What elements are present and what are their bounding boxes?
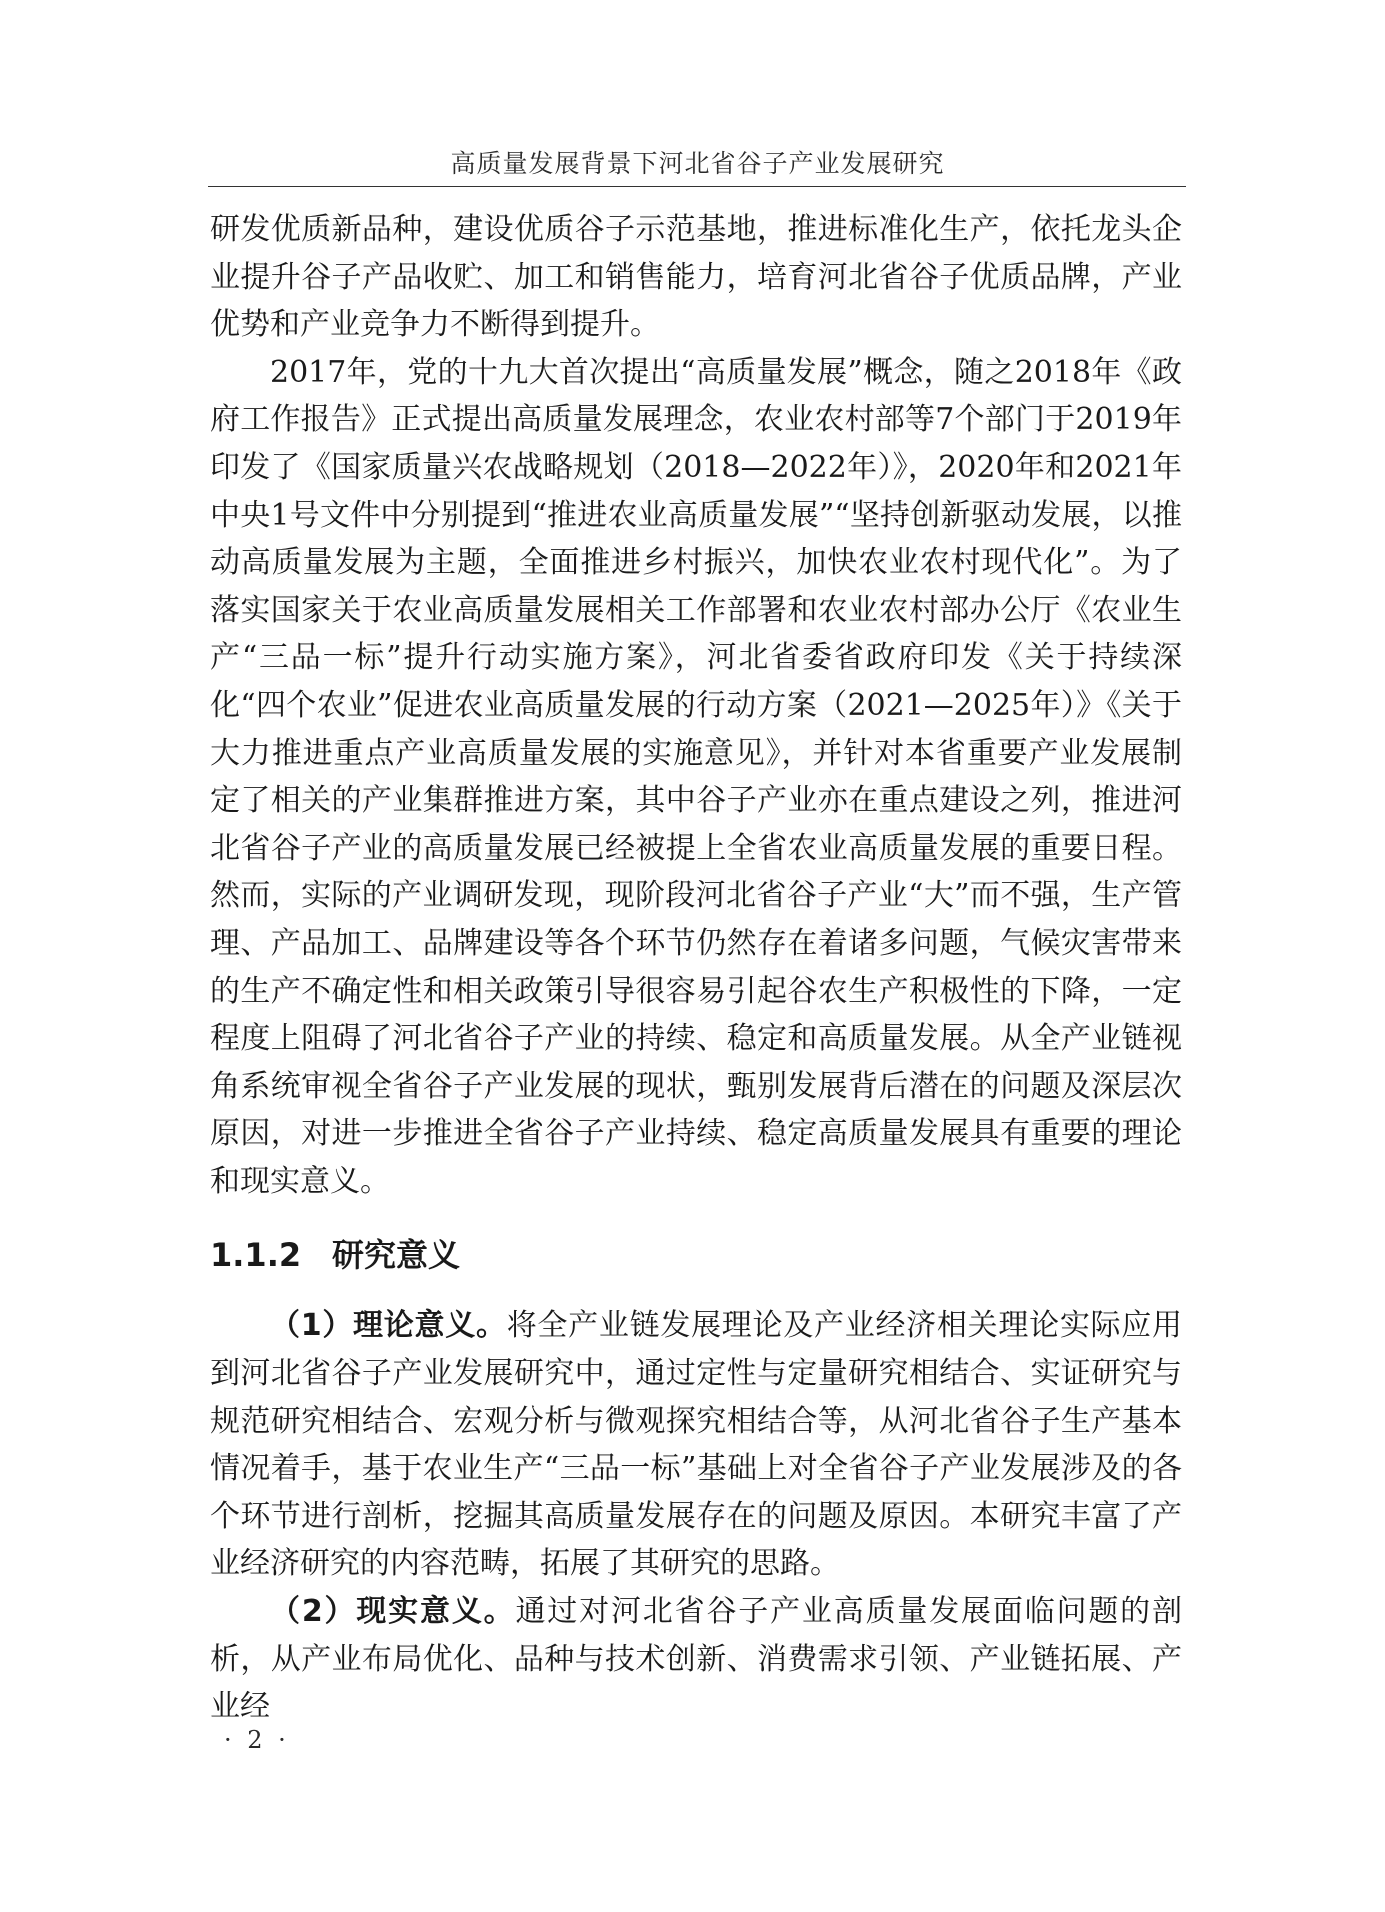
body-text xyxy=(210,206,1182,1731)
item-lead-practical: （2）现实意义。 xyxy=(270,1594,516,1630)
paragraph-continued: 研发优质新品种，建设优质谷子示范基地，推进标准化生产，依托龙头企业提升谷子产品收贮、加工和销售能力，培育河北省谷子优质品牌，产业优势和产业竞争力不断得到提升。 xyxy=(210,212,1182,343)
item-text-practical: 通过对河北省谷子产业高质量发展面临问题的剖析，从产业布局优化、品种与技术创新、消费需求引领、产业链拓展、产业经 xyxy=(210,1594,1183,1725)
paragraph-theoretical-significance xyxy=(210,1302,1182,1588)
section-number: 1.1.2 xyxy=(210,1236,302,1275)
item-text-theoretical: 将全产业链发展理论及产业经济相关理论实际应用到河北省谷子产业发展研究中，通过定性与定量研究相结合、实证研究与规范研究相结合、宏观分析与微观探究相结合等，从河北省谷子生产基本情况着手，基于农业生产“三品一标”基础上对全省谷子产业发展涉及的各个环节进行剖析，挖掘其高质量发展存在的问题及原因。本研究丰富了产业经济研究的内容范畴，拓展了其研究的思路。 xyxy=(210,1308,1182,1582)
section-heading xyxy=(210,1229,1182,1281)
running-header: 高质量发展背景下河北省谷子产业发展研究 xyxy=(450,149,945,178)
section-title: 研究意义 xyxy=(332,1236,461,1275)
page-number: · 2 · xyxy=(224,1726,290,1754)
item-lead-theoretical: （1）理论意义。 xyxy=(270,1308,507,1344)
paragraph-practical-significance xyxy=(210,1588,1182,1731)
paragraph-background: 2017年，党的十九大首次提出“高质量发展”概念，随之2018年《政府工作报告》正式提出高质量发展理念，农业农村部等7个部门于2019年印发了《国家质量兴农战略规划（2018—2022年）》，2020年和2021年中央1号文件中分别提到“推进农业高质量发展”“坚持创新驱动发展，以推动高质量发展为主题，全面推进乡村振兴，加快农业农村现代化”。为了落实国家关于农业高质量发展相关工作部署和农业农村部办公厅《农业生产“三品一标”提升行动实施方案》，河北省委省政府印发《关于持续深化“四个农业”促进农业高质量发展的行动方案（2021—2025年）》《关于大力推进重点产业高质量发展的实施意见》，并针对本省重要产业发展制定了相关的产业集群推进方案，其中谷子产业亦在重点建设之列，推进河北省谷子产业的高质量发展已经被提上全省农业高质量发展的重要日程。然而，实际的产业调研发现，现阶段河北省谷子产业“大”而不强，生产管理、产品加工、品牌建设等各个环节仍然存在着诸多问题，气候灾害带来的生产不确定性和相关政策引导很容易引起谷农生产积极性的下降，一定程度上阻碍了河北省谷子产业的持续、稳定和高质量发展。从全产业链视角系统审视全省谷子产业发展的现状，甄别发展背后潜在的问题及深层次原因，对进一步推进全省谷子产业持续、稳定高质量发展具有重要的理论和现实意义。 xyxy=(210,354,1182,1199)
header-rule xyxy=(208,186,1186,187)
